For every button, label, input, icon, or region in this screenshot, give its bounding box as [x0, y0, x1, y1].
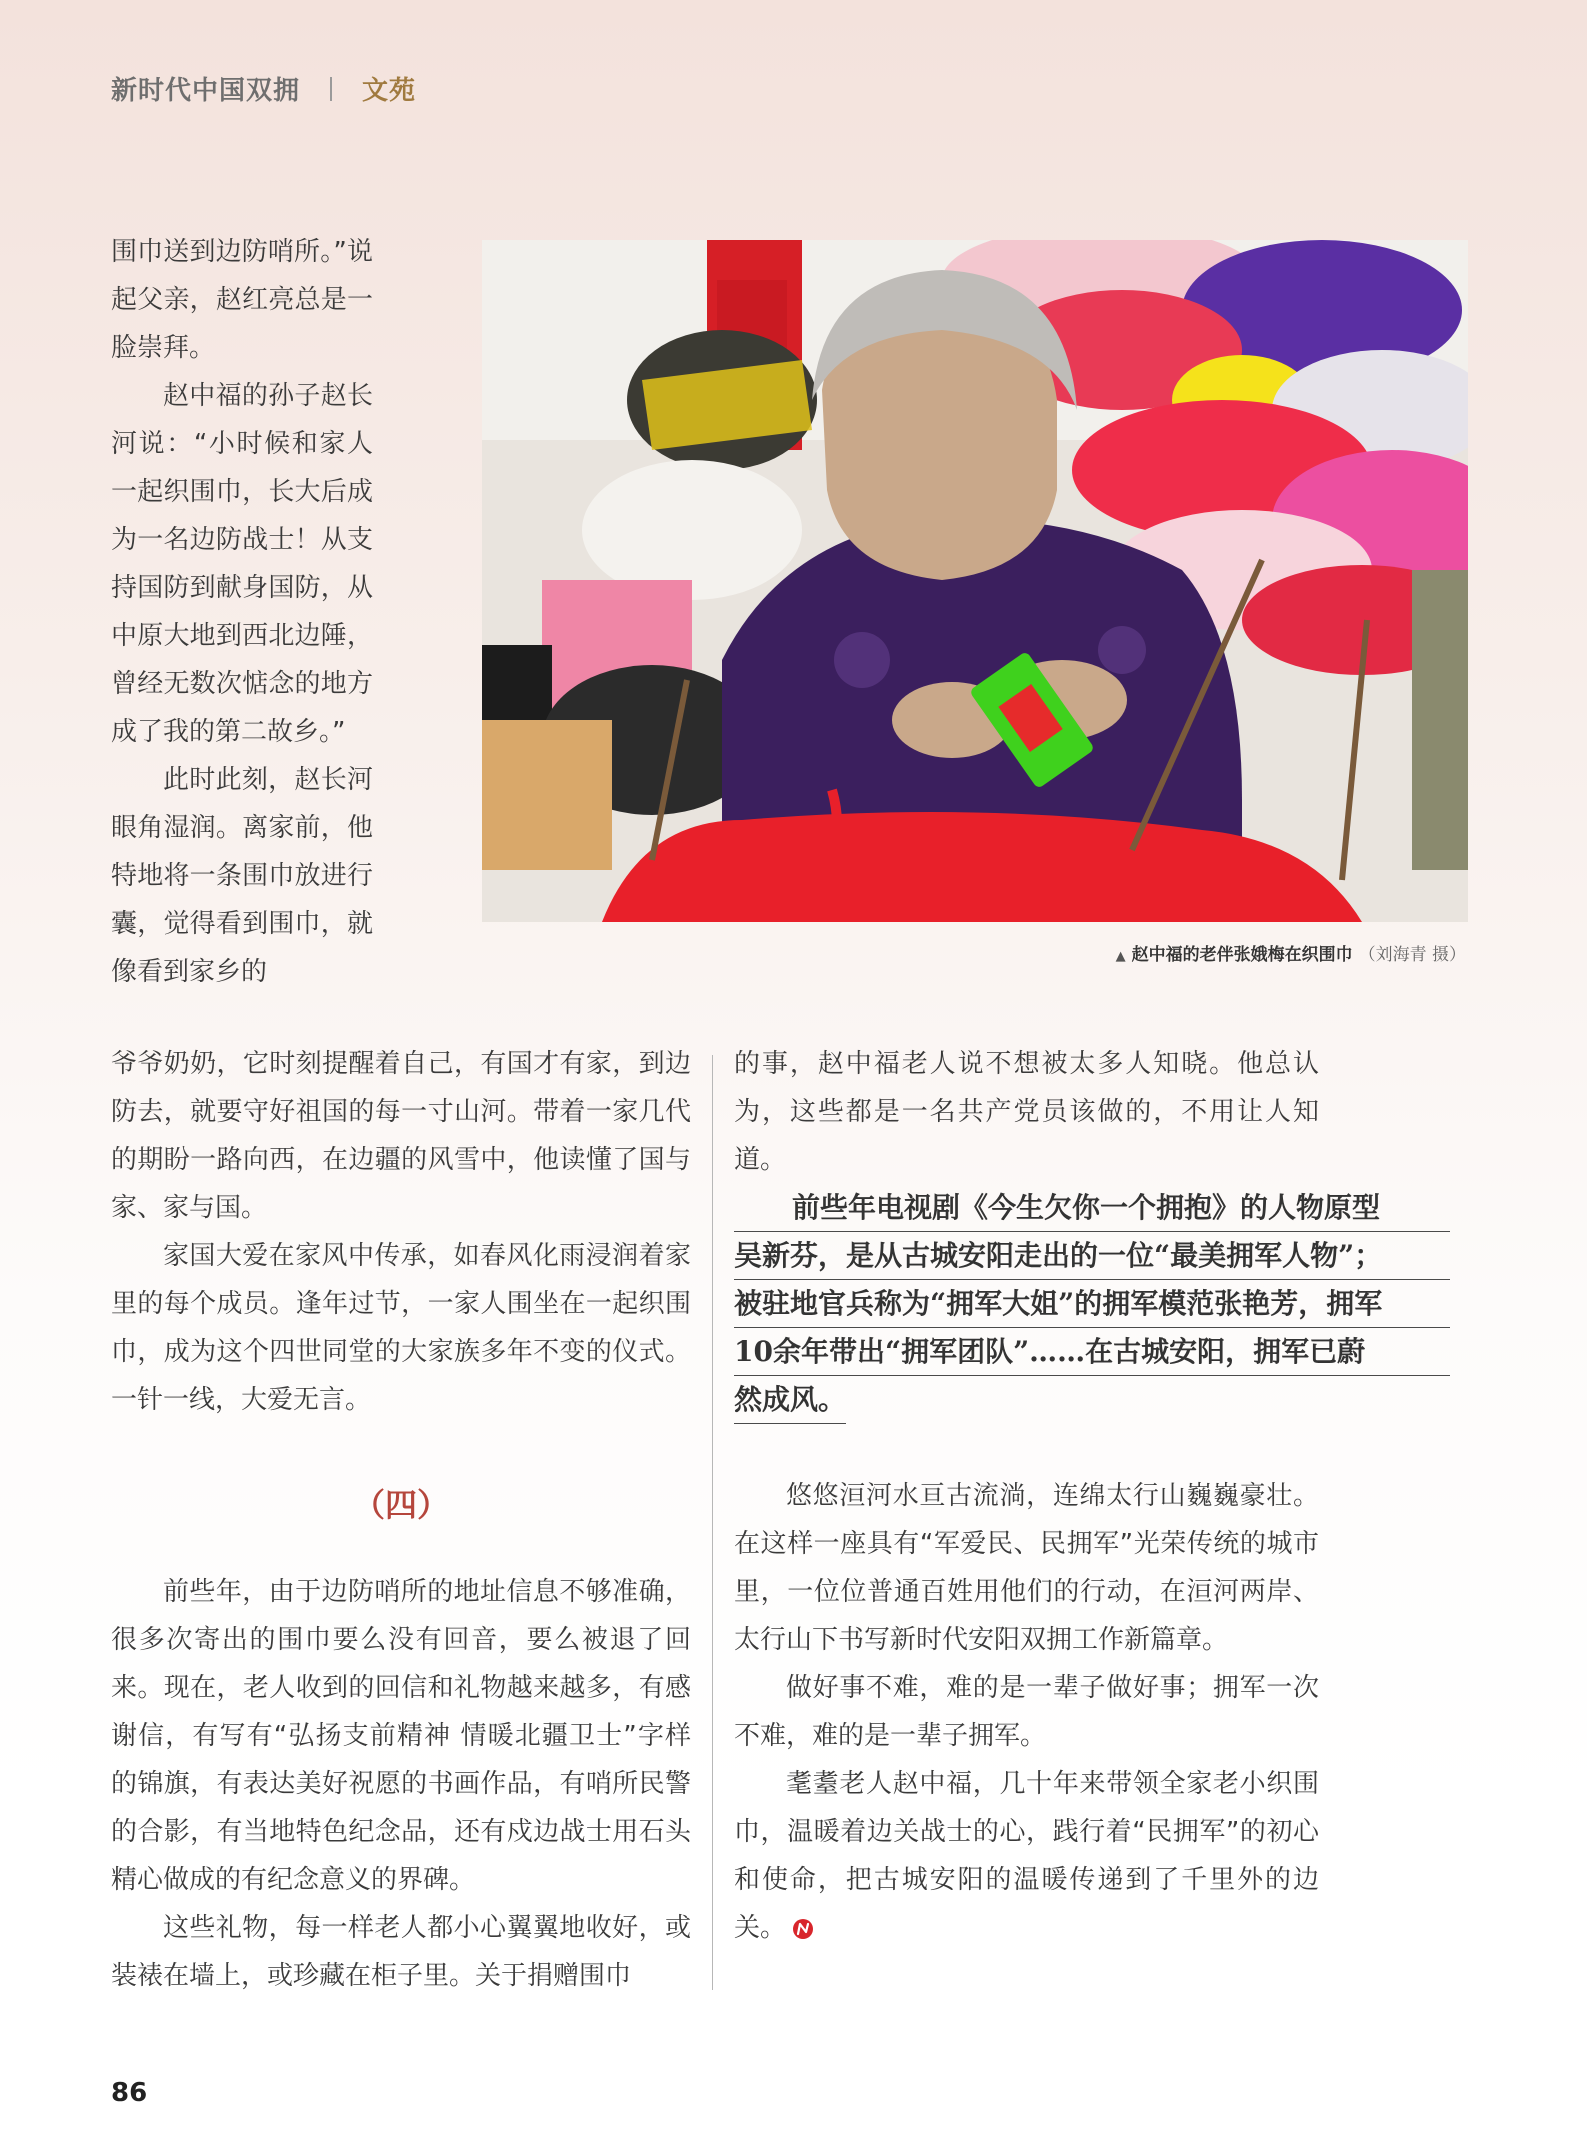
right-column-closing [734, 1472, 1319, 1952]
paragraph: 此时此刻，赵长河眼角湿润。离家前，他特地将一条围巾放进行囊，觉得看到围巾，就像看到家乡的 [111, 765, 373, 987]
paragraph: 这些礼物，每一样老人都小心翼翼地收好，或装裱在墙上，或珍藏在柜子里。关于捐赠围巾 [111, 1913, 691, 1991]
right-column [734, 1040, 1319, 1184]
pull-quote-line: 然成风。 [734, 1376, 846, 1424]
paragraph: 前些年，由于边防哨所的地址信息不够准确，很多次寄出的围巾要么没有回音，要么被退了回来。现在，老人收到的回信和礼物越来越多，有感谢信，有写有“弘扬支前精神 情暖北疆卫士”字样的锦旗，有表达美好祝愿的书画作品，有哨所民警的合影，有当地特色纪念品，还有戍边战士用石头精心做成的有纪念意义的界碑。 [111, 1577, 691, 1895]
pull-quote-line: 10余年带出“拥军团队”……在古城安阳，拥军已蔚 [734, 1328, 1450, 1376]
left-column [111, 1040, 691, 1424]
narrow-column [111, 228, 373, 996]
caption-marker: ▲ [1115, 949, 1126, 964]
caption-text: 赵中福的老伴张娥梅在织围巾 [1131, 945, 1353, 965]
paragraph: 做好事不难，难的是一辈子做好事；拥军一次不难，难的是一辈子拥军。 [734, 1673, 1319, 1751]
left-column-section-four [111, 1568, 691, 2000]
photo-caption [1116, 940, 1466, 965]
running-header [111, 70, 416, 107]
column-divider [712, 1055, 713, 1990]
paragraph-text: 耄耋老人赵中福，几十年来带领全家老小织围巾，温暖着边关战士的心，践行着“民拥军”的初心和使命，把古城安阳的温暖传递到了千里外的边关。 [734, 1769, 1319, 1943]
article-photo [482, 240, 1468, 922]
paragraph: 赵中福的孙子赵长河说：“小时候和家人一起织围巾，长大后成为一名边防战士！从支持国防到献身国防，从中原大地到西北边陲，曾经无数次惦念的地方成了我的第二故乡。” [111, 381, 373, 747]
pull-quote-line: 前些年电视剧《今生欠你一个拥抱》的人物原型 [734, 1184, 1450, 1232]
paragraph [734, 1760, 1319, 1952]
section-title: 文苑 [362, 76, 417, 106]
knitting-photo-illustration [482, 240, 1468, 922]
paragraph: 爷爷奶奶，它时刻提醒着自己，有国才有家，到边防去，就要守好祖国的每一寸山河。带着一家几代的期盼一路向西，在边疆的风雪中，他读懂了国与家、家与国。 [111, 1049, 691, 1223]
photo-credit: （刘海青 摄） [1358, 945, 1466, 965]
pull-quote-line: 吴新芬，是从古城安阳走出的一位“最美拥军人物”； [734, 1232, 1450, 1280]
paragraph: 围巾送到边防哨所。”说起父亲，赵红亮总是一脸崇拜。 [111, 237, 373, 363]
paragraph: 悠悠洹河水亘古流淌，连绵太行山巍巍豪壮。在这样一座具有“军爱民、民拥军”光荣传统的城市里，一位位普通百姓用他们的行动，在洹河两岸、太行山下书写新时代安阳双拥工作新篇章。 [734, 1481, 1319, 1655]
pull-quote-line: 被驻地官兵称为“拥军大姐”的拥军模范张艳芳，拥军 [734, 1280, 1450, 1328]
article-end-icon [792, 1918, 814, 1940]
page-number: 86 [111, 2078, 148, 2108]
paragraph: 家国大爱在家风中传承，如春风化雨浸润着家里的每个成员。逢年过节，一家人围坐在一起织围巾，成为这个四世同堂的大家族多年不变的仪式。一针一线，大爱无言。 [111, 1241, 691, 1415]
pull-quote [734, 1184, 1450, 1424]
section-heading: （四） [352, 1486, 449, 1524]
paragraph: 的事，赵中福老人说不想被太多人知晓。他总认为，这些都是一名共产党员该做的，不用让人知道。 [734, 1049, 1319, 1175]
header-separator [330, 77, 332, 101]
magazine-title: 新时代中国双拥 [111, 76, 301, 106]
